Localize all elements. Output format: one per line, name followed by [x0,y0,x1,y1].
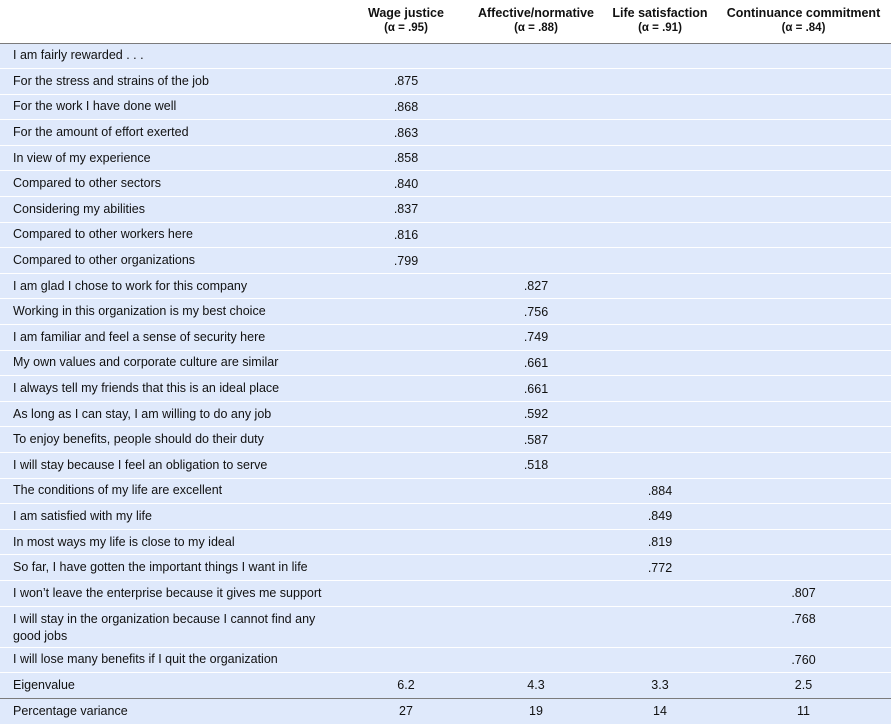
loading-cell [468,580,604,606]
row-label: Compared to other workers here [0,222,344,248]
loading-cell: 11 [797,704,810,719]
loading-cell [344,504,468,530]
loading-cell: .837 [344,197,468,223]
loading-cell [716,350,891,376]
loading-cell [344,453,468,479]
summary-row [0,673,891,699]
loading-cell: 6.2 [344,673,468,699]
loading-cell [716,69,891,95]
loading-cell: .760 [716,647,891,673]
row-label: To enjoy benefits, people should do their duty [0,427,344,453]
loading-cell: .749 [468,325,604,351]
loading-cell [716,222,891,248]
table-row [0,273,891,299]
loading-cell [716,325,891,351]
loading-cell [604,606,716,647]
table-row [0,248,891,274]
loading-cell: .799 [344,248,468,274]
table-row [0,580,891,606]
header-item [0,0,344,43]
loading-cell: 14 [653,704,667,719]
loading-cell [604,273,716,299]
loading-cell: .819 [604,529,716,555]
row-label: As long as I can stay, I am willing to do any job [0,401,344,427]
loading-cell [604,69,716,95]
table-row [0,171,891,197]
loading-cell: .592 [468,401,604,427]
loading-cell [344,647,468,673]
loading-cell [344,427,468,453]
loading-cell [344,325,468,351]
header-label: Continuance commitment [726,6,881,21]
loading-cell [468,606,604,647]
loading-cell [604,43,716,69]
header-wage-justice [344,0,468,43]
loading-cell: 4.3 [468,673,604,699]
loading-cell [604,427,716,453]
loading-cell [468,94,604,120]
header-row [0,0,891,43]
table-row [0,120,891,146]
loading-cell [344,273,468,299]
table-row [0,325,891,351]
loading-cell: 3.3 [604,673,716,699]
row-label: I am glad I chose to work for this company [0,273,344,299]
loading-cell [716,197,891,223]
table-row [0,555,891,581]
table-row [0,94,891,120]
row-label: I will stay because I feel an obligation to serve [0,453,344,479]
loading-cell [716,427,891,453]
loading-cell: .661 [468,350,604,376]
loading-cell [604,401,716,427]
loading-cell: 19 [529,704,543,719]
loading-cell [468,171,604,197]
loading-cell: 27 [399,704,413,719]
loading-cell [716,273,891,299]
loading-cell [604,453,716,479]
header-label: Wage justice [368,6,444,21]
loading-cell [604,580,716,606]
loading-cell: .756 [468,299,604,325]
table-row [0,197,891,223]
loading-cell [468,504,604,530]
table-row [0,69,891,95]
table-row [0,222,891,248]
header-alpha: (α = .88) [514,22,558,35]
row-label: Eigenvalue [0,673,344,699]
header-label: Affective/normative [477,6,594,21]
loading-cell [468,647,604,673]
loading-cell: .772 [604,555,716,581]
row-label: Compared to other sectors [0,171,344,197]
loading-cell: .849 [604,504,716,530]
loading-cell [468,197,604,223]
loading-cell [604,350,716,376]
row-label: Compared to other organizations [0,248,344,274]
loading-cell [604,647,716,673]
table-row [0,606,891,647]
table-row [0,350,891,376]
loading-cell: .884 [604,478,716,504]
table-row [0,145,891,171]
table-row [0,453,891,479]
loading-cell [468,529,604,555]
row-label: The conditions of my life are excellent [0,478,344,504]
table-row [0,427,891,453]
row-label: I will stay in the organization because I cannot find any good jobs [0,606,344,647]
loading-cell [344,299,468,325]
table-row [0,529,891,555]
loading-cell [716,248,891,274]
loading-cell [468,555,604,581]
header-label: Life satisfaction [612,6,708,21]
row-label: Percentage variance [13,703,128,718]
row-label: In view of my experience [0,145,344,171]
loading-cell [468,43,604,69]
loading-cell [344,350,468,376]
loading-cell [716,529,891,555]
table-row [0,299,891,325]
loading-cell: .875 [344,69,468,95]
loading-cell [604,299,716,325]
loading-cell [716,120,891,146]
loading-cell: .816 [344,222,468,248]
loading-cell [604,325,716,351]
loading-cell [604,197,716,223]
loading-cell [716,94,891,120]
loading-cell [716,171,891,197]
loading-cell: .807 [716,580,891,606]
loading-cell [716,453,891,479]
loading-cell [604,120,716,146]
table-row [0,504,891,530]
row-label: I always tell my friends that this is an ideal place [0,376,344,402]
row-label: For the work I have done well [0,94,344,120]
loading-cell [716,401,891,427]
loading-cell [604,171,716,197]
header-affective-normative [468,0,604,43]
summary-row [0,698,891,724]
loading-cell [468,69,604,95]
loading-cell [604,222,716,248]
loading-cell [468,248,604,274]
loading-cell [604,94,716,120]
loading-cell: .827 [468,273,604,299]
loading-cell: .868 [344,94,468,120]
loading-cell [716,145,891,171]
row-label: I will lose many benefits if I quit the organization [0,647,344,673]
loading-cell [344,580,468,606]
loading-cell [604,248,716,274]
row-label: I won’t leave the enterprise because it gives me support [0,580,344,606]
table-row [0,43,891,69]
loading-cell [716,376,891,402]
loading-cell [344,478,468,504]
row-label: For the amount of effort exerted [0,120,344,146]
loading-cell: .863 [344,120,468,146]
row-label: I am satisfied with my life [0,504,344,530]
row-label: I am familiar and feel a sense of security here [0,325,344,351]
table-row [0,401,891,427]
header-life-satisfaction [604,0,716,43]
loading-cell [468,222,604,248]
row-label: In most ways my life is close to my ideal [0,529,344,555]
loading-cell: .661 [468,376,604,402]
table-row [0,478,891,504]
loading-cell [344,376,468,402]
loading-cell: .518 [468,453,604,479]
header-alpha: (α = .84) [781,22,826,35]
row-label: I am fairly rewarded . . . [0,43,344,69]
loading-cell [716,299,891,325]
loading-cell: .840 [344,171,468,197]
loading-cell: 2.5 [716,673,891,699]
loading-cell [716,478,891,504]
loading-cell [716,504,891,530]
table-row [0,376,891,402]
loading-cell: .768 [716,606,891,647]
row-label: Working in this organization is my best choice [0,299,344,325]
loading-cell [468,145,604,171]
loading-cell [344,606,468,647]
loading-cell [468,478,604,504]
header-alpha: (α = .91) [638,22,682,35]
table-body [0,43,891,724]
header-alpha: (α = .95) [384,22,428,35]
row-label: For the stress and strains of the job [0,69,344,95]
loading-cell: .858 [344,145,468,171]
loading-cell [604,376,716,402]
loading-cell [344,43,468,69]
table-row [0,647,891,673]
row-label: So far, I have gotten the important things I want in life [0,555,344,581]
loading-cell [344,529,468,555]
row-label: Considering my abilities [0,197,344,223]
loading-cell [344,555,468,581]
loading-cell [344,401,468,427]
loading-cell [604,145,716,171]
row-label: My own values and corporate culture are similar [0,350,344,376]
loading-cell [716,555,891,581]
header-continuance-commitment [716,0,891,43]
loading-cell [468,120,604,146]
loading-cell [716,43,891,69]
loading-cell: .587 [468,427,604,453]
